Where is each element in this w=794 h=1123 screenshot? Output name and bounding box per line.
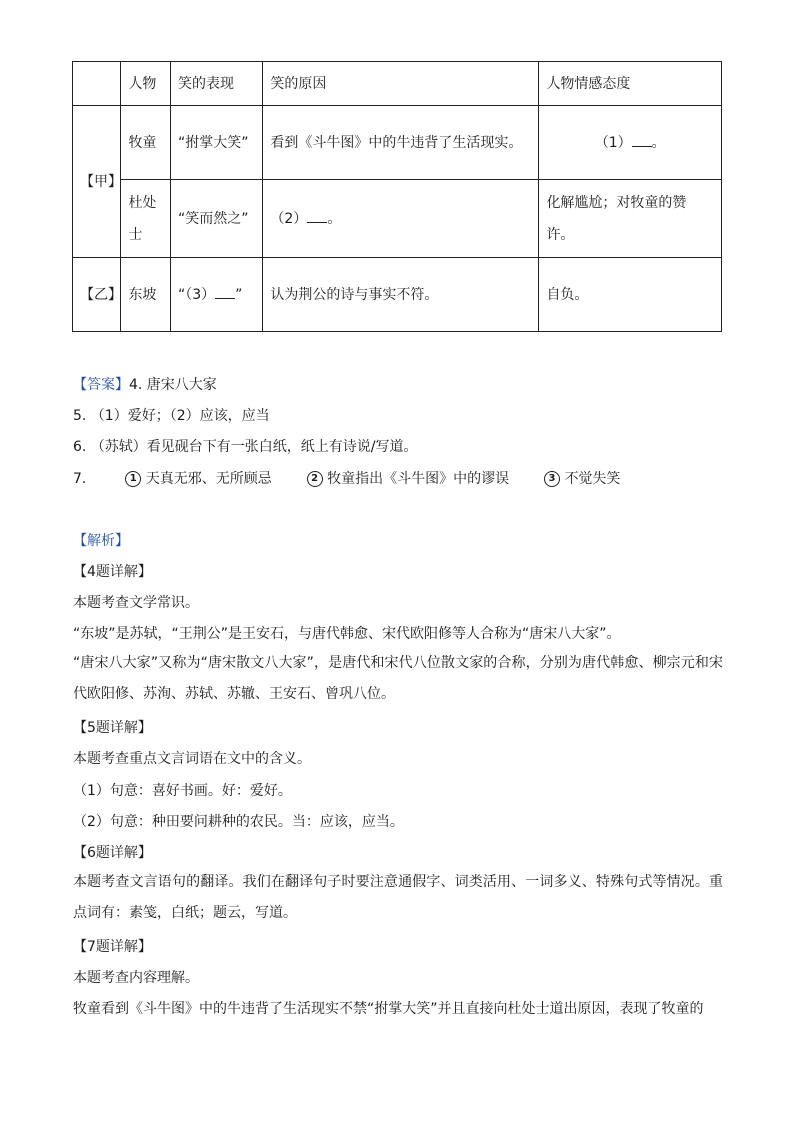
question-table [72,61,722,332]
header-cell-person: 人物 [121,62,171,106]
blank-prefix: （2） [270,210,308,227]
group-label-yi: 【乙】 [73,258,121,332]
q5-line-3: （2）句意：种田要问耕种的农民。当：应该，应当。 [73,814,404,830]
circled-number-3: 3 [544,471,560,487]
fill-in-blank [307,208,327,223]
q5-line-2: （1）句意：喜好书画。好：爱好。 [73,783,292,799]
q7-line-1: 本题考查内容理解。 [73,970,199,986]
answer-5: 5. （1）爱好；（2）应该，应当 [73,408,270,424]
fill-in-blank [632,132,652,147]
q5-line-1: 本题考查重点文言词语在文中的含义。 [73,751,311,767]
fill-in-blank [215,284,235,299]
header-cell-empty [73,62,121,106]
cell-reason: 认为荆公的诗与事实不符。 [263,258,539,332]
header-cell-attitude: 人物情感态度 [539,62,722,106]
cell-attitude-blank [539,106,722,180]
cell-laugh: “笑而然之” [171,180,263,258]
blank-suffix: 。 [327,210,342,227]
cell-person: 东坡 [121,258,171,332]
answer-4: 4. 唐宋八大家 [129,377,217,393]
answer-6: 6. （苏轼）看见砚台下有一张白纸，纸上有诗说/写道。 [73,439,418,455]
table-row [73,106,722,180]
cell-attitude: 自负。 [539,258,722,332]
blank-prefix: （1） [594,134,632,151]
blank-prefix: “（3） [178,286,216,303]
blank-suffix: ” [235,286,243,303]
q6-line-1: 本题考查文言语句的翻译。我们在翻译句子时要注意通假字、词类活用、一词多义、特殊句式等情况。重点词有：素笺，白纸；题云，写道。 [73,874,723,921]
group-label-jia: 【甲】 [73,106,121,258]
answer-7-number: 7. [73,471,87,487]
table-row [73,180,722,258]
q4-heading: 【4题详解】 [73,564,152,580]
cell-reason-blank [263,180,539,258]
answer-tag: 【答案】 [73,377,129,393]
analysis-tag: 【解析】 [73,533,129,549]
q7-heading: 【7题详解】 [73,939,152,955]
q4-line-2: “东坡”是苏轼，“王荆公”是王安石，与唐代韩愈、宋代欧阳修等人合称为“唐宋八大家”。 [73,626,621,642]
header-cell-reason: 笑的原因 [263,62,539,106]
table-header-row [73,62,722,106]
q4-line-1: 本题考查文学常识。 [73,595,199,611]
cell-laugh: “拊掌大笑” [171,106,263,180]
cell-person: 杜处士 [121,180,171,258]
circled-number-2: 2 [307,471,323,487]
q6-heading: 【6题详解】 [73,845,152,861]
header-cell-laugh: 笑的表现 [171,62,263,106]
answer-7-item-2: 牧童指出《斗牛图》中的谬误 [327,471,510,487]
answer-line-4 [73,374,217,394]
answer-7-item-1: 天真无邪、无所顾忌 [145,471,272,487]
circled-number-1: 1 [125,471,141,487]
q7-line-2: 牧童看到《斗牛图》中的牛违背了生活现实不禁“拊掌大笑”并且直接向杜处士道出原因，表现了牧童的 [73,1001,704,1017]
blank-suffix: 。 [651,134,666,151]
cell-attitude: 化解尴尬；对牧童的赞许。 [539,180,722,258]
table-row [73,258,722,332]
answer-line-7 [73,468,620,488]
cell-reason: 看到《斗牛图》中的牛违背了生活现实。 [263,106,539,180]
cell-person: 牧童 [121,106,171,180]
q5-heading: 【5题详解】 [73,720,152,736]
cell-laugh-blank [171,258,263,332]
answer-7-item-3: 不觉失笑 [564,471,621,487]
q4-line-3: “唐宋八大家”又称为“唐宋散文八大家”，是唐代和宋代八位散文家的合称，分别为唐代韩愈、柳宗元和宋代欧阳修、苏洵、苏轼、苏辙、王安石、曾巩八位。 [73,655,723,702]
